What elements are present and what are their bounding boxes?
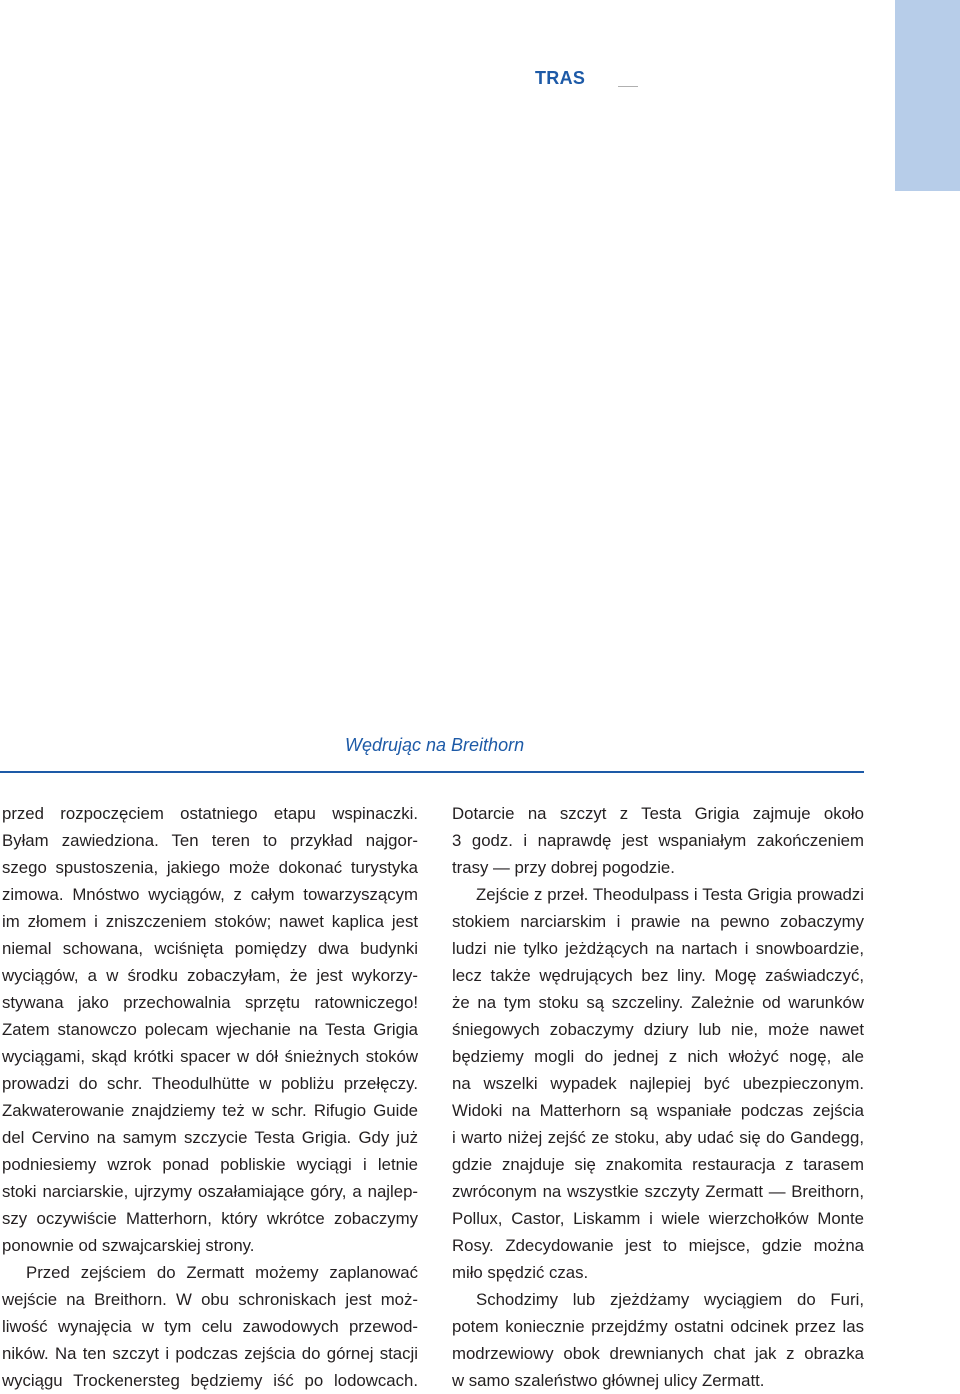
- text-line: Zejście z przeł. Theodulpass i Testa Grigia prowadzi: [476, 885, 864, 904]
- text-line: Rosy. Zdecydowanie jest to miejsce, gdzie można: [452, 1236, 864, 1255]
- text-line: Zatem stanowczo polecam wjechanie na Testa Grigia: [2, 1020, 418, 1039]
- text-line: liwość wynajęcia w tym celu zawodowych przewod-: [2, 1317, 418, 1336]
- text-column-right: [452, 800, 864, 1394]
- text-line: ników. Na ten szczyt i podczas zejścia do górnej stacji: [2, 1344, 418, 1363]
- text-line: ludzi nie tylko jeżdżących na nartach i snowboardzie,: [452, 939, 864, 958]
- text-line: Widoki na Matterhorn są wspaniałe podczas zejścia: [452, 1101, 864, 1120]
- text-line: zwróconym na wszystkie szczyty Zermatt — Breithorn,: [452, 1182, 864, 1201]
- text-line: i warto niżej zejść ze stoku, aby udać się do Gandegg,: [452, 1128, 864, 1147]
- chapter-title: Wędrując na Breithorn: [345, 735, 525, 755]
- text-line: im złomem i zniszczeniem stoków; nawet kaplica jest: [2, 912, 418, 931]
- text-line: Dotarcie na szczyt z Testa Grigia zajmuje około: [452, 804, 864, 823]
- running-header: TRAS: [535, 68, 586, 88]
- text-line: wyciągów, a w środku zobaczyłam, że jest wykorzy-: [2, 966, 418, 985]
- text-line: del Cervino na samym szczycie Testa Grigia. Gdy już: [2, 1128, 418, 1147]
- text-line: gdzie znajduje się znakomita restauracja z tarasem: [452, 1155, 864, 1174]
- text-line: Byłam zawiedziona. Ten teren to przykład najgor-: [2, 831, 418, 850]
- text-line: stywana jako przechowalnia sprzętu ratowniczego!: [2, 993, 418, 1012]
- text-line: stokiem narciarskim i prawie na pewno zobaczymy: [452, 912, 864, 931]
- text-line: na wszelki wypadek najlepiej być ubezpieczonym.: [452, 1074, 864, 1093]
- text-line: trasy — przy dobrej pogodzie.: [452, 858, 675, 877]
- text-line: Schodzimy lub zjeżdżamy wyciągiem do Furi,: [476, 1290, 864, 1309]
- text-line: będziemy mogli do jednej z nich włożyć nogę, ale: [452, 1047, 864, 1066]
- text-line: stoki narciarskie, ujrzymy oszałamiające góry, a najlep-: [2, 1182, 418, 1201]
- text-line: podniesiemy wzrok ponad pobliskie wyciągi i letnie: [2, 1155, 418, 1174]
- text-line: wejście na Breithorn. W obu schroniskach jest moż-: [2, 1290, 418, 1309]
- text-line: miło spędzić czas.: [452, 1263, 589, 1282]
- title-divider: [0, 771, 864, 773]
- text-line: Zakwaterowanie znajdziemy też w schr. Rifugio Guide: [2, 1101, 418, 1120]
- text-line: ponownie od szwajcarskiej strony.: [2, 1236, 255, 1255]
- text-line: że na tym stoku są szczeliny. Zależnie od warunków: [452, 993, 864, 1012]
- text-line: śniegowych zobaczymy dziury lub nie, może nawet: [452, 1020, 864, 1039]
- text-line: lecz także wędrujących bez liny. Mogę zaświadczyć,: [452, 966, 864, 985]
- text-line: w samo szaleństwo głównej ulicy Zermatt.: [452, 1371, 765, 1390]
- text-line: przed rozpoczęciem ostatniego etapu wspinaczki.: [2, 804, 418, 823]
- text-line: zimowa. Mnóstwo wyciągów, z całym towarzyszącym: [2, 885, 418, 904]
- text-column-left: [2, 800, 418, 1394]
- page-corner-tab: [895, 0, 960, 191]
- text-line: potem koniecznie przejdźmy ostatni odcinek przez las: [452, 1317, 864, 1336]
- text-line: szego spustoszenia, jakiego może dokonać turystyka: [2, 858, 418, 877]
- header-rule: [618, 86, 638, 87]
- text-line: Pollux, Castor, Liskamm i wiele wierzchołków Monte: [452, 1209, 864, 1228]
- text-line: niemal schowana, wciśnięta pomiędzy dwa budynki: [2, 939, 418, 958]
- text-line: wyciągami, skąd krótki spacer w dół śnieżnych stoków: [2, 1047, 418, 1066]
- text-line: 3 godz. i naprawdę jest wspaniałym zakończeniem: [452, 831, 864, 850]
- text-line: Przed zejściem do Zermatt możemy zaplanować: [26, 1263, 418, 1282]
- text-line: szy oczywiście Matterhorn, który wkrótce zobaczymy: [2, 1209, 418, 1228]
- text-line: wyciągu Trockenersteg będziemy iść po lodowcach.: [2, 1371, 418, 1390]
- text-line: prowadzi do schr. Theodulhütte w pobliżu przełęczy.: [2, 1074, 418, 1093]
- text-line: modrzewiowy obok drewnianych chat jak z obrazka: [452, 1344, 864, 1363]
